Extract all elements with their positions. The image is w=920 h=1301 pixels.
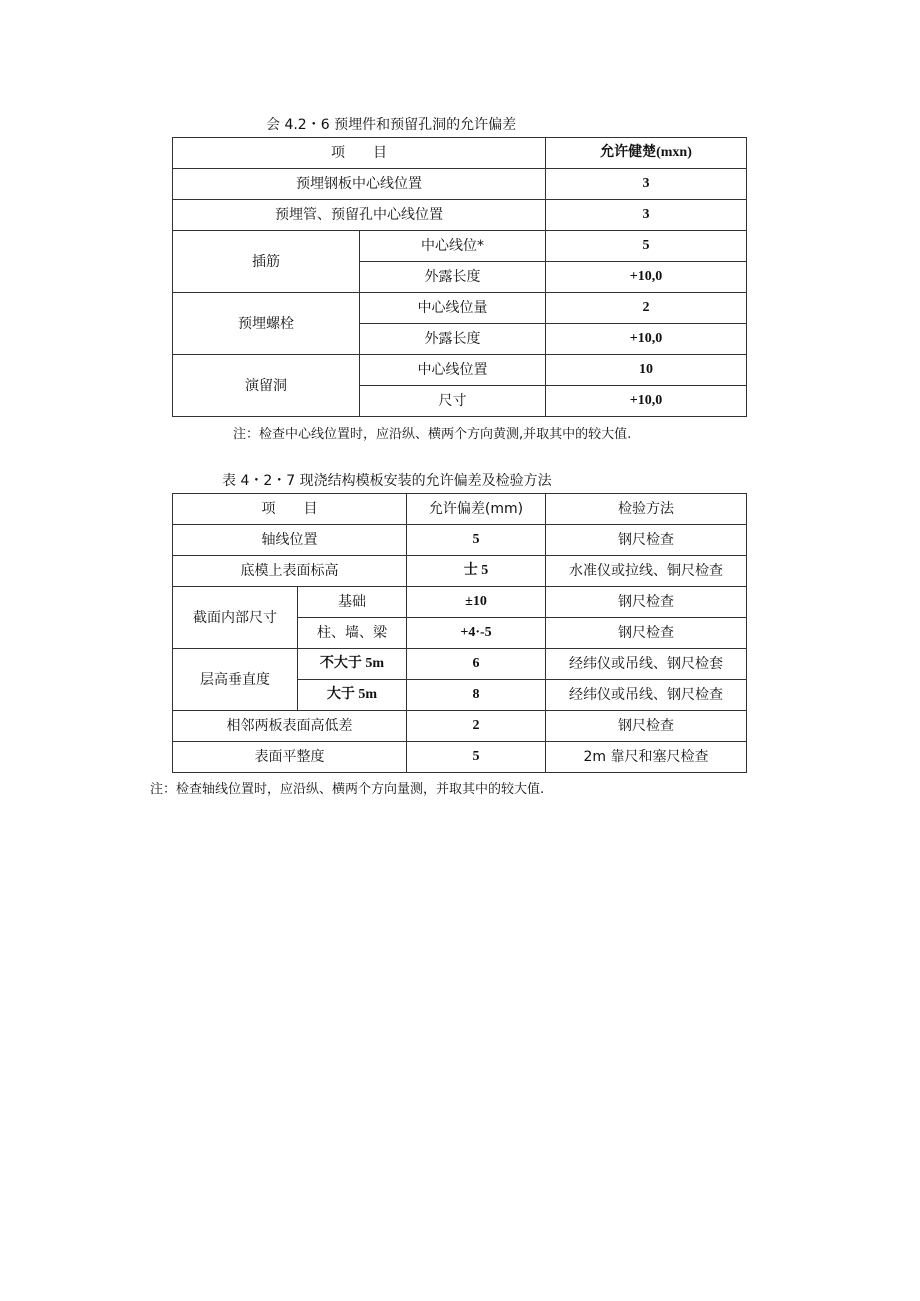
table-row bbox=[173, 587, 747, 618]
table2-row-label: 相邻两板表面高低差 bbox=[173, 711, 407, 742]
table1-sub-label: 外露长度 bbox=[360, 324, 546, 355]
table2-header-row bbox=[173, 494, 747, 525]
table1-sub-label: 中心线位* bbox=[360, 231, 546, 262]
table1-header-item: 项 目 bbox=[173, 138, 546, 169]
table1 bbox=[172, 137, 747, 417]
table1-sub-label: 外露长度 bbox=[360, 262, 546, 293]
table1-sub-value: 5 bbox=[546, 231, 747, 262]
table-row bbox=[173, 293, 747, 324]
table-row bbox=[173, 231, 747, 262]
table1-sub-value: +10,0 bbox=[546, 324, 747, 355]
table2-sub-value: 6 bbox=[407, 649, 546, 680]
table2-sub-label: 大于 5m bbox=[298, 680, 407, 711]
table2-row-value: 5 bbox=[407, 742, 546, 773]
table1-sub-label: 中心线位量 bbox=[360, 293, 546, 324]
table2-row-method: 钢尺检查 bbox=[546, 711, 747, 742]
table2-sub-value: 8 bbox=[407, 680, 546, 711]
table-row bbox=[173, 200, 747, 231]
table2 bbox=[172, 493, 747, 773]
table2-sub-method: 经纬仪或吊线、钢尺检查 bbox=[546, 680, 747, 711]
table2-sub-label: 基础 bbox=[298, 587, 407, 618]
table2-row-value: 5 bbox=[407, 525, 546, 556]
table-row bbox=[173, 525, 747, 556]
table1-sub-value: +10,0 bbox=[546, 262, 747, 293]
table2-row-value: 2 bbox=[407, 711, 546, 742]
table2-row-value: 士 5 bbox=[407, 556, 546, 587]
table2-header-method: 检验方法 bbox=[546, 494, 747, 525]
table2-header-item: 项 目 bbox=[173, 494, 407, 525]
table2-sub-method: 经纬仪或吊线、钢尺检套 bbox=[546, 649, 747, 680]
table2-section-name: 截面内部尺寸 bbox=[173, 587, 298, 649]
table1-sub-value: +10,0 bbox=[546, 386, 747, 417]
table2-sub-value: +4·-5 bbox=[407, 618, 546, 649]
table1-row-label: 预埋钢板中心线位置 bbox=[173, 169, 546, 200]
table2-row-method: 水准仪或拉线、铜尺检查 bbox=[546, 556, 747, 587]
table-row bbox=[173, 355, 747, 386]
table2-row-method: 2m 靠尺和塞尺检查 bbox=[546, 742, 747, 773]
table2-sub-label: 柱、墙、梁 bbox=[298, 618, 407, 649]
table1-group-name: 预埋螺栓 bbox=[173, 293, 360, 355]
table2-sub-value: ±10 bbox=[407, 587, 546, 618]
table2-header-tolerance: 允许偏差(mm) bbox=[407, 494, 546, 525]
table1-note: 注：检查中心线位置时，应沿纵、横两个方向黄测,并取其中的较大值. bbox=[233, 427, 632, 442]
table2-vertical-name: 层高垂直度 bbox=[173, 649, 298, 711]
table2-sub-label: 不大于 5m bbox=[298, 649, 407, 680]
table1-row-value: 3 bbox=[546, 200, 747, 231]
table1-sub-value: 10 bbox=[546, 355, 747, 386]
table-row bbox=[173, 556, 747, 587]
table1-caption: 会 4.2・6 预埋件和预留孔洞的允许偏差 bbox=[266, 117, 517, 133]
table2-caption: 表 4・2・7 现浇结构模板安装的允许偏差及检验方法 bbox=[222, 473, 552, 489]
table1-group-name: 演留洞 bbox=[173, 355, 360, 417]
table1-sub-value: 2 bbox=[546, 293, 747, 324]
table1-sub-label: 尺寸 bbox=[360, 386, 546, 417]
table1-header-tolerance: 允许健楚(mxn) bbox=[546, 138, 747, 169]
table2-sub-method: 钢尺检查 bbox=[546, 587, 747, 618]
table1-group-name: 插筋 bbox=[173, 231, 360, 293]
table1-header-row bbox=[173, 138, 747, 169]
table2-sub-method: 钢尺检查 bbox=[546, 618, 747, 649]
table2-row-label: 底模上表面标高 bbox=[173, 556, 407, 587]
table2-note: 注：检查轴线位置时，应沿纵、横两个方向量测，并取其中的较大值. bbox=[150, 782, 545, 797]
table-row bbox=[173, 711, 747, 742]
table1-sub-label: 中心线位置 bbox=[360, 355, 546, 386]
table1-row-label: 预埋管、预留孔中心线位置 bbox=[173, 200, 546, 231]
table2-row-label: 表面平整度 bbox=[173, 742, 407, 773]
table2-row-label: 轴线位置 bbox=[173, 525, 407, 556]
table1-row-value: 3 bbox=[546, 169, 747, 200]
table-row bbox=[173, 169, 747, 200]
table-row bbox=[173, 649, 747, 680]
table-row bbox=[173, 742, 747, 773]
table2-row-method: 钢尺检查 bbox=[546, 525, 747, 556]
